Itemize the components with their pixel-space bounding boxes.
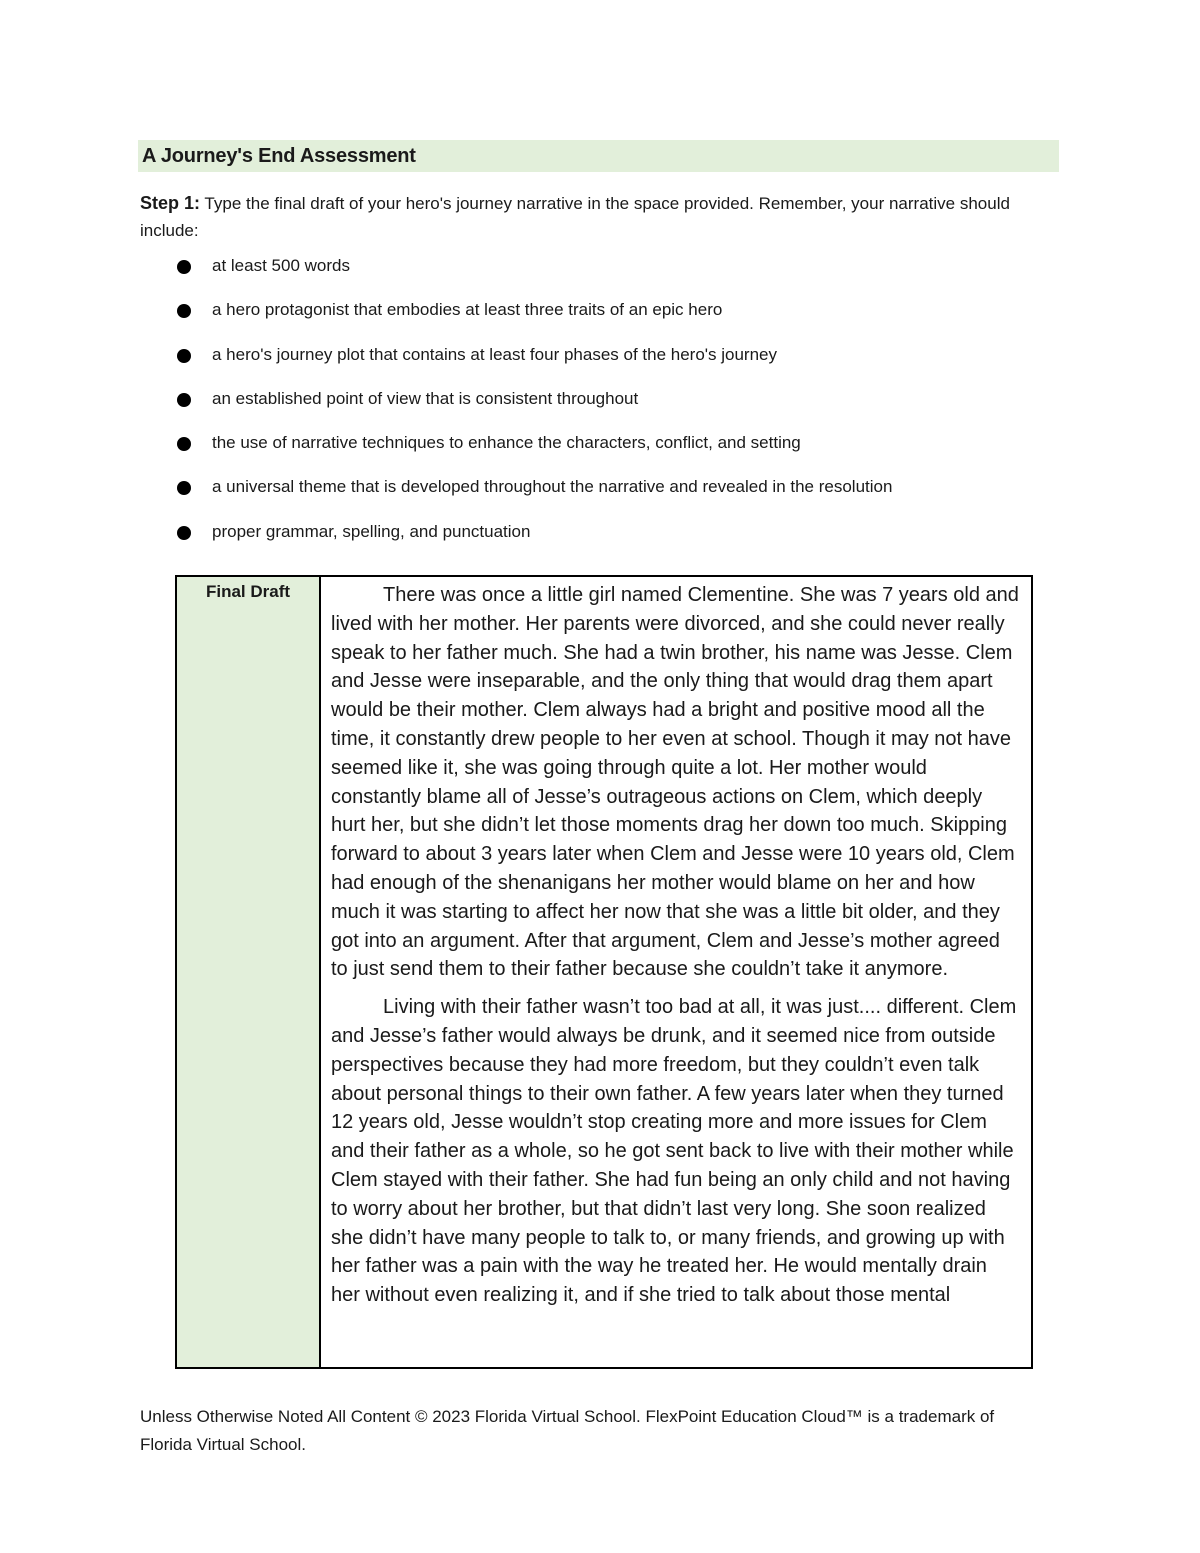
step-instructions xyxy=(140,190,1040,244)
final-draft-label: Final Draft xyxy=(177,577,321,1367)
page-title: A Journey's End Assessment xyxy=(138,140,1059,172)
bullet-icon xyxy=(177,481,191,495)
list-item: an established point of view that is consistent throughout xyxy=(175,383,892,427)
list-item: a hero protagonist that embodies at least three traits of an epic hero xyxy=(175,294,892,338)
final-draft-table xyxy=(175,575,1033,1369)
bullet-icon xyxy=(177,260,191,274)
list-item: the use of narrative techniques to enhance the characters, conflict, and setting xyxy=(175,427,892,471)
final-draft-text[interactable] xyxy=(321,577,1031,1367)
bullet-icon xyxy=(177,437,191,451)
list-item: a universal theme that is developed throughout the narrative and revealed in the resolution xyxy=(175,471,892,515)
footer-copyright: Unless Otherwise Noted All Content © 2023 Florida Virtual School. FlexPoint Education Cloud™ is a trademark of Florida Virtual School. xyxy=(140,1407,995,1454)
list-item: proper grammar, spelling, and punctuation xyxy=(175,516,892,560)
bullet-icon xyxy=(177,526,191,540)
bullet-icon xyxy=(177,304,191,318)
step-label: Step 1: xyxy=(140,193,201,213)
draft-paragraph: Living with their father wasn’t too bad at all, it was just.... different. Clem and Jesse’s father would always be drunk, and it seemed nice from outside perspectives because they had more freedom, but they couldn’t even talk about personal things to their own father. A few years later when they turned 12 years old, Jesse wouldn’t stop creating more and more issues for Clem and their father as a whole, so he got sent back to live with their mother while Clem stayed with their father. She had fun being an only child and not having to worry about her brother, but that didn’t last very long. She soon realized she didn’t have many people to talk to, or many friends, and growing up with her father was a pain with the way he treated her. He would mentally drain her without even realizing it, and if she tried to talk about those mental xyxy=(331,996,1017,1307)
draft-paragraph: There was once a little girl named Clementine. She was 7 years old and lived with her mother. Her parents were divorced, and she could never really speak to her father much. She had a twin brother, his name was Jesse. Clem and Jesse were inseparable, and the only thing that would drag them apart would be their mother. Clem always had a bright and positive mood all the time, it constantly drew people to her even at school. Though it may not have seemed like it, she was going through quite a lot. Her mother would constantly blame all of Jesse’s outrageous actions on Clem, which deeply hurt her, but she didn’t let those moments drag her down too much. Skipping forward to about 3 years later when Clem and Jesse were 10 years old, Clem had enough of the shenanigans her mother would blame on her and how much it was starting to affect her now that she was a little bit older, and they got into an argument. After that argument, Clem and Jesse’s mother agreed to just send them to their father because she couldn’t take it anymore. xyxy=(331,584,1019,981)
step-text: Type the final draft of your hero's journey narrative in the space provided. Remember, your narrative should include: xyxy=(140,194,1010,240)
list-item: at least 500 words xyxy=(175,250,892,294)
requirements-list xyxy=(175,250,892,560)
bullet-icon xyxy=(177,349,191,363)
bullet-icon xyxy=(177,393,191,407)
list-item: a hero's journey plot that contains at least four phases of the hero's journey xyxy=(175,339,892,383)
